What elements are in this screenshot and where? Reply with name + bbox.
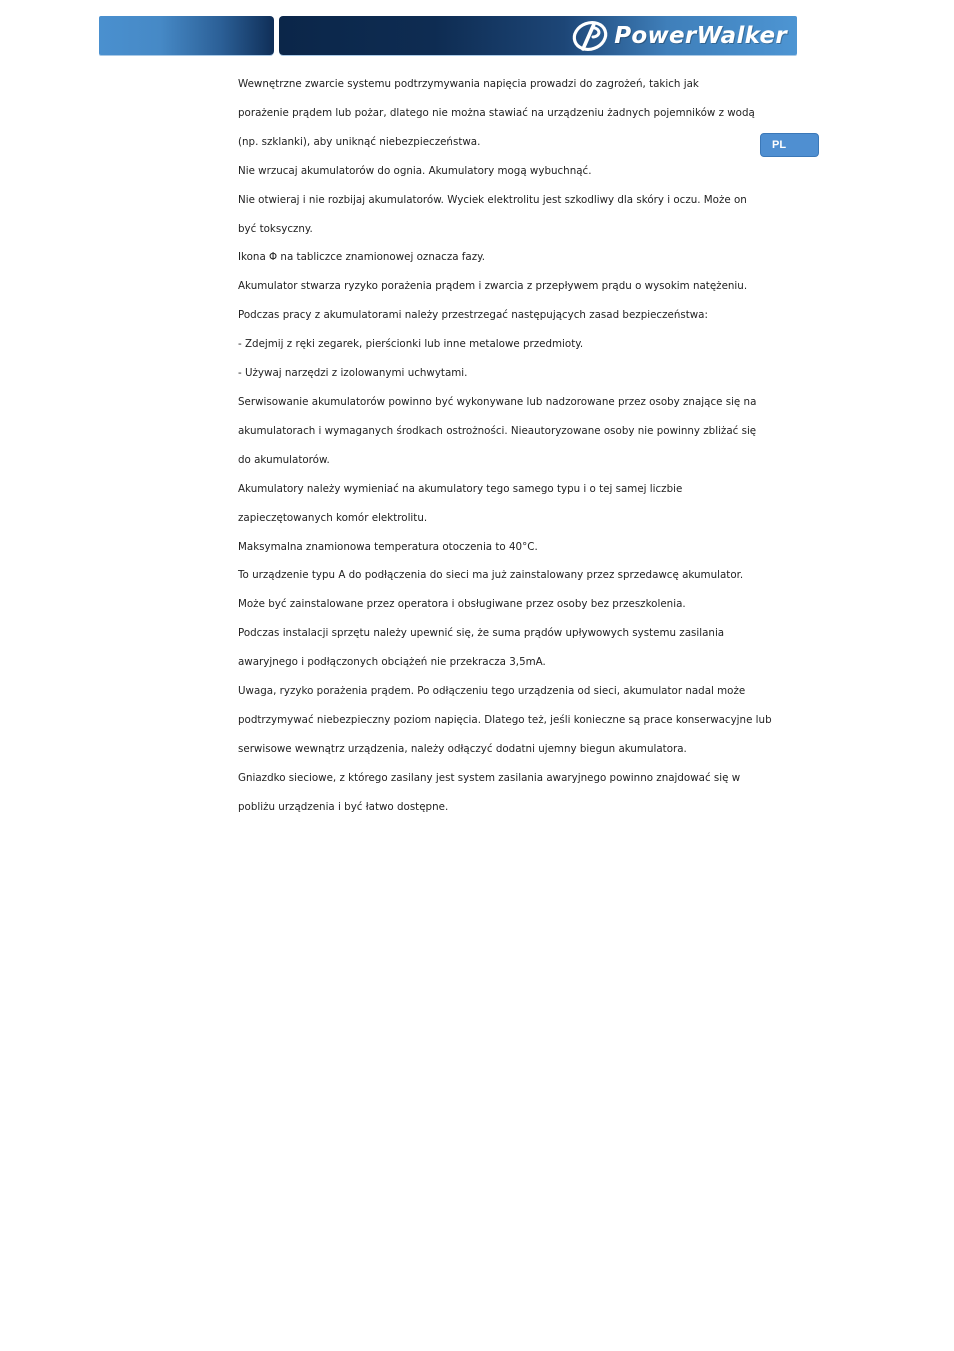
language-tab-pl[interactable]: PL [760,133,819,157]
text-line: - Używaj narzędzi z izolowanymi uchwytami. [238,367,468,380]
text-line: pobliżu urządzenia i być łatwo dostępne. [238,800,449,813]
text-line: porażenie prądem lub pożar, dlatego nie można stawiać na urządzeniu żadnych pojemników z wodą [238,106,755,119]
text-line: Gniazdko sieciowe, z którego zasilany jest system zasilania awaryjnego powinno znajdować się w [238,771,741,784]
brand-name: PowerWalker [614,22,787,49]
text-line: akumulatorach i wymaganych środkach ostrożności. Nieautoryzowane osoby nie powinny zbliżać się [238,424,757,437]
text-line: Nie otwieraj i nie rozbijaj akumulatorów. Wyciek elektrolitu jest szkodliwy dla skóry i oczu. Może on [238,193,747,206]
text-line: Akumulator stwarza ryzyko porażenia prądem i zwarcia z przepływem prądu o wysokim natężeniu. [238,280,748,293]
text-line: Podczas instalacji sprzętu należy upewnić się, że suma prądów upływowych systemu zasilania [238,627,725,640]
text-line: Podczas pracy z akumulatorami należy przestrzegać następujących zasad bezpieczeństwa: [238,309,708,322]
text-line: (np. szklanki), aby uniknąć niebezpieczeństwa. [238,135,481,148]
powerwalker-logo-icon [570,19,610,53]
text-line: Może być zainstalowane przez operatora i obsługiwane przez osoby bez przeszkolenia. [238,598,686,611]
text-line: Ikona Φ na tabliczce znamionowej oznacza fazy. [238,251,486,264]
header-banner-right [279,16,797,55]
text-line: być toksyczny. [238,222,313,235]
header-banner-left [99,16,274,55]
text-line: podtrzymywać niebezpieczny poziom napięcia. Dlatego też, jeśli konieczne są prace konserwacyjne lub [238,713,772,726]
safety-instructions-text [238,70,783,822]
text-line: serwisowe wewnątrz urządzenia, należy odłączyć dodatni ujemny biegun akumulatora. [238,742,687,755]
text-line: Uwaga, ryzyko porażenia prądem. Po odłączeniu tego urządzenia od sieci, akumulator nadal może [238,685,746,698]
text-line: awaryjnego i podłączonych obciążeń nie przekracza 3,5mA. [238,656,546,669]
text-line: zapieczętowanych komór elektrolitu. [238,511,428,524]
text-line: Akumulatory należy wymieniać na akumulatory tego samego typu i o tej samej liczbie [238,482,683,495]
text-line: Wewnętrzne zwarcie systemu podtrzymywania napięcia prowadzi do zagrożeń, takich jak [238,78,699,90]
text-line: To urządzenie typu A do podłączenia do sieci ma już zainstalowany przez sprzedawcę akumulator. [238,569,744,582]
brand-logo [570,18,787,53]
text-line: Maksymalna znamionowa temperatura otoczenia to 40°C. [238,540,538,553]
text-line: Nie wrzucaj akumulatorów do ognia. Akumulatory mogą wybuchnąć. [238,164,592,177]
text-line: do akumulatorów. [238,453,330,466]
text-line: Serwisowanie akumulatorów powinno być wykonywane lub nadzorowane przez osoby znające się na [238,395,757,408]
text-line: - Zdejmij z ręki zegarek, pierścionki lub inne metalowe przedmioty. [238,338,584,351]
